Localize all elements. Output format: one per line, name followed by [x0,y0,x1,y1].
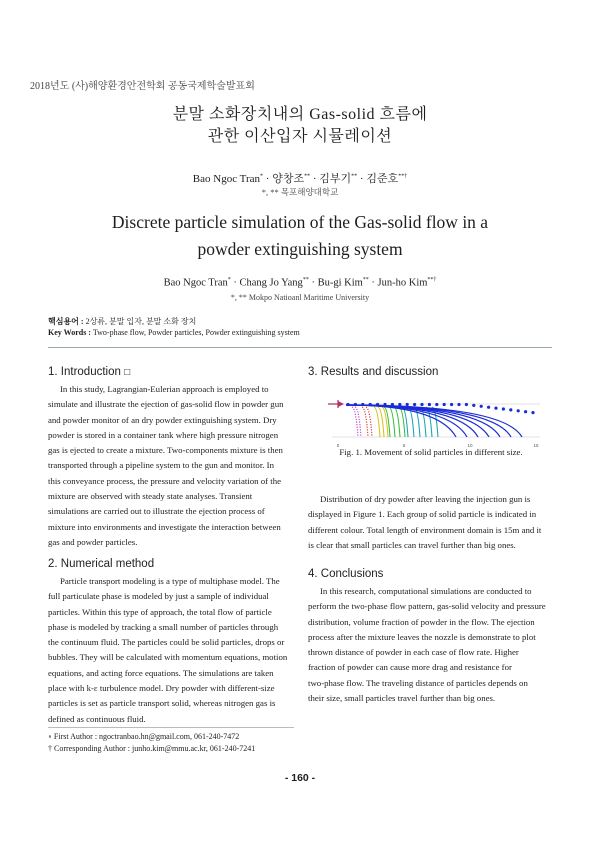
figure-caption: Fig. 1. Movement of solid particles in different size. [339,447,523,457]
particle-movement-figure [326,390,544,450]
author-4: Jun-ho Kim [377,277,428,289]
axis-tick-label: 10 [467,443,473,448]
text-line: different colour. Total length of environment domain is 15m and it [308,524,542,535]
particle-dot [524,410,527,413]
section-heading-numerical-method: 2. Numerical method [48,558,155,570]
korean-title-line-1: 분말 소화장치내의 Gas-solid 흐름에 [172,106,428,123]
conclusions-body [308,584,552,706]
korean-affiliation: *, ** 목포해양대학교 [261,187,339,197]
author-2-mark: ** [302,277,309,283]
author-2-mark: ** [304,173,311,180]
footnote-mark: ∘ [48,732,52,741]
particle-dot [517,409,520,412]
author-1: Bao Ngoc Tran [163,277,228,289]
author-sep: · [308,277,318,289]
text-line: particles is set as particle transport solid, whereas nitrogen gas is [48,698,276,709]
author-2: Chang Jo Yang [239,277,303,289]
text-line: their size, small particles travel further than big ones. [308,693,496,704]
english-title-line-1: Discrete particle simulation of the Gas-solid flow in a [111,212,489,232]
text-line: Particle transport modeling is a type of multiphase model. The [60,576,280,586]
author-1-mark: * [260,173,264,180]
footnote-mark: † [48,744,52,753]
author-1: Bao Ngoc Tran [192,173,261,185]
section-heading-results: 3. Results and discussion [308,366,439,378]
section-heading-conclusions: 4. Conclusions [308,568,384,580]
text-line: mixture are observed with steady state analyses. Transient [48,491,253,502]
section-heading-introduction [48,366,130,378]
text-line: distribution, volume fraction of powder in the flow. The ejection [308,616,535,627]
text-line: Distribution of dry powder after leaving the injection gun is [320,494,531,504]
author-4-mark: **† [398,173,408,180]
particle-dot [361,403,364,406]
text-line: defined as continuous fluid. [48,713,146,724]
particle-dot [369,403,372,406]
heading-mark: □ [124,367,131,378]
particle-trajectories [346,403,535,437]
particle-dot [435,403,438,406]
particle-dot [450,403,453,406]
text-line: and powder monitor of an dry powder extinguishing system. Dry [48,414,277,425]
particle-dot [354,403,357,406]
introduction-body [48,382,294,550]
text-line: place with k-ε turbulence model. Dry powder with different-size [48,683,275,694]
author-4: 김준호 [366,173,399,185]
keywords-label: 핵심용어 : [48,317,84,326]
keywords-text: 2상류, 분말 입자, 분말 소화 장치 [83,317,197,326]
text-line: powder is stored in a container tank where high pressure nitrogen [48,429,279,440]
axis-tick-label: 0 [336,443,340,448]
trajectory-red [362,407,368,437]
particle-dot [465,403,468,406]
author-4-mark: **† [427,277,437,283]
text-line: equations, and acting force equations. The simulations are taken [48,667,274,678]
author-sep: · [368,277,378,289]
axis-tick-label: 5 [402,443,406,448]
author-3: Bu-gi Kim [317,277,363,289]
particle-dot [383,403,386,406]
english-authors [0,277,600,289]
text-line: this conveyance process, the pressure and velocity variation of the [48,475,282,486]
text-line: bubbles. They will be calculated with momentum equations, motion [48,652,288,663]
particle-dot [457,403,460,406]
particle-dot [428,403,431,406]
author-sep: · [357,173,367,185]
nozzle-tip-icon [338,401,344,407]
particle-dot [531,411,534,414]
trajectory-yellow [374,407,380,437]
text-line: fraction of powder can cause more drag and resistance for [308,662,512,673]
text-line: particles. Within this type of approach, the total flow of particle [48,606,272,617]
text-line: gas and powder particles. [48,536,138,547]
footnote-divider [48,727,294,728]
author-sep: · [230,277,240,289]
results-body [308,492,552,553]
numerical-method-body [48,574,294,727]
korean-keywords [48,316,196,327]
text-line: simulations are carried out to illustrate the ejection process of [48,506,265,517]
particle-dot [443,403,446,406]
particle-dot [398,403,401,406]
page-number: - 160 - [284,772,316,784]
particle-dot [391,403,394,406]
nozzle-icon [328,400,338,408]
english-title-line-2: powder extinguishing system [197,239,403,259]
text-line: full particulate phase is modeled by just a sample of individual [48,591,269,602]
header-divider [48,347,552,348]
text-line: process after the mixture leaves the nozzle is demonstrate to plot [308,631,536,642]
text-line: simulate and illustrate the ejection of gas-solid flow in powder gun [48,399,284,410]
text-line: is clear that small particles can travel further than big ones. [308,539,516,550]
author-sep: · [310,173,320,185]
keywords-label: Key Words : [48,328,91,337]
text-line: perform the two-phase flow pattern, gas-solid velocity and pressure [308,601,546,612]
axis-tick-label: 15 [533,443,539,448]
particle-dot [502,407,505,410]
footnote-text: Corresponding Author : junho.kim@mmu.ac.kr, 061-240-7241 [54,744,256,753]
author-2: 양창조 [272,173,305,185]
conference-header: 2018년도 (사)해양환경안전학회 공동국제학술발표회 [30,81,255,92]
text-line: In this research, computational simulations are conducted to [320,586,532,596]
author-sep: · [263,173,273,185]
particle-dot [487,406,490,409]
korean-authors [0,170,600,186]
heading-text: 1. Introduction [48,366,121,378]
footnote-corresponding-author [48,744,255,753]
author-3-mark: ** [362,277,369,283]
particle-dot [472,404,475,407]
author-3-mark: ** [351,173,358,180]
text-line: the continuum fluid. The particles could be solid particles, drops or [48,637,285,648]
particle-dot [346,403,349,406]
english-keywords [48,328,300,337]
footnote-first-author [48,732,239,741]
text-line: gas is ejected to create a mixture. Two-components mixture is then [48,445,283,456]
particle-dot [509,408,512,411]
text-line: transported through a pipeline system to the gun and monitor. In [48,460,274,471]
text-line: two-phase flow. The traveling distance of particles depends on [308,677,528,688]
particle-dot [376,403,379,406]
text-line: thrown distance of powder in each case of flow rate. Higher [308,647,519,658]
text-line: mixture into environments and investigate the interaction between [48,521,281,532]
text-line: displayed in Figure 1. Each group of solid particle is indicated in [308,509,537,520]
text-line: In this study, Lagrangian-Eulerian approach is employed to [60,384,269,394]
korean-title-line-2: 관한 이산입자 시뮬레이션 [207,128,393,145]
particle-dot [413,403,416,406]
particle-dot [406,403,409,406]
particle-dot [480,405,483,408]
particle-dot [420,403,423,406]
author-3: 김부기 [319,173,352,185]
footnote-text: First Author : ngoctranbao.hn@gmail.com, 061-240-7472 [53,732,240,741]
particle-dot [494,407,497,410]
text-line: phase is modeled by tracking a small number of particles through [48,621,279,632]
author-1-mark: * [227,277,231,283]
english-affiliation: *, ** Mokpo Natioanl Maritime University [230,293,370,302]
keywords-text: Two-phase flow, Powder particles, Powder extinguishing system [90,328,300,337]
